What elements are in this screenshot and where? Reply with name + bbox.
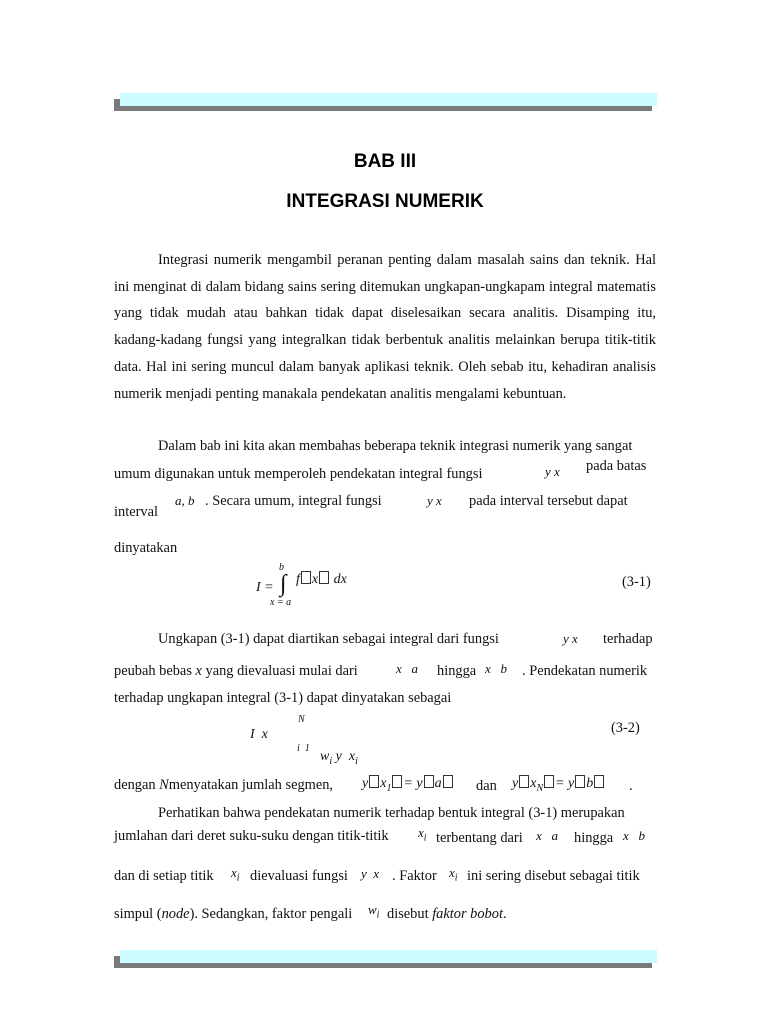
eq1-number: (3-1) [622,574,651,590]
p2-line3-mid: . Secara umum, integral fungsi [205,493,382,509]
eq1-lower-limit: x = a [270,597,292,608]
eq2-lower-limit: i 1 [297,743,310,754]
p5-dievaluasi: dievaluasi fungsi [250,868,348,884]
p5-line4: simpul (node). Sedangkan, faktor pengali [114,906,353,922]
missing-glyph-box [594,775,604,788]
p2-line2-end: pada batas [586,458,647,474]
missing-glyph-box [424,775,434,788]
eq1-integrand: f x dx [296,572,347,587]
p3-line1-end: terhadap [603,631,653,647]
footer-rule-fill [120,950,657,963]
p2-line1: Dalam bab ini kita akan membahas beberapa teknik integrasi numerik yang sangat [158,438,633,454]
p5-line3-end: ini sering disebut sebagai titik [467,868,640,884]
math-xi-2: $x_i$ [231,865,240,884]
p3-line1: Ungkapan (3-1) dapat diartikan sebagai integral dari fungsi [158,631,499,647]
p2-line4: dinyatakan [114,540,178,556]
p4-text: dengan Nmenyatakan jumlah segmen, [114,777,334,793]
math-y-of-x: y x [545,464,560,479]
p3-line3: terhadap ungkapan integral (3-1) dapat dinyatakan sebagai [114,690,452,706]
missing-glyph-box [443,775,453,788]
math-x-eq-a: x a [396,661,419,676]
p5-line4-end: disebut faktor bobot. [387,906,507,922]
missing-glyph-box [575,775,585,788]
eq2-lhs: I x [250,727,268,742]
missing-glyph-box [301,571,311,584]
p2-line3-end: pada interval tersebut dapat [469,493,628,509]
math-y-of-x-3: y x [563,631,578,646]
missing-glyph-box [544,775,554,788]
p5-hingga: hingga [574,830,614,846]
eq1-lhs: I = [256,580,274,595]
missing-glyph-box [519,775,529,788]
p2-interval-label: interval [114,504,158,520]
missing-glyph-box [319,571,329,584]
header-rule-fill [120,93,657,106]
missing-glyph-box [369,775,379,788]
p2-line2: umum digunakan untuk memperoleh pendekatan integral fungsi [114,466,483,482]
header-rule [114,93,652,111]
math-y-of-x-4: y x [361,866,380,881]
missing-glyph-box [392,775,402,788]
math-wi: $w_i$ [368,902,380,921]
p3-hingga: hingga [437,663,477,679]
eq2-sum-body: $w_i$ y $x_i$ [320,749,358,767]
p4-dan: dan [476,778,497,794]
chapter-title: INTEGRASI NUMERIK [286,191,484,212]
chapter-label: BAB III [353,151,417,172]
eq1-integral-sign: ∫ [280,571,287,597]
p5-faktor: . Faktor [392,868,437,884]
eq2-number: (3-2) [611,720,640,736]
eq1-upper-limit: b [279,562,284,573]
boundary-eq-start: y $x_1 = y$ a [362,774,454,799]
math-xi: $x_i$ [418,825,427,844]
p4-end: . [629,778,633,794]
math-x-eq-a-2: x a [536,828,559,843]
math-x-eq-b-2: x b [623,828,646,843]
p3-line2-end: . Pendekatan numerik [522,663,648,679]
p5-terbentang: terbentang dari [436,830,523,846]
p5-line1: Perhatikan bahwa pendekatan numerik terhadap bentuk integral (3-1) merupakan [158,805,625,821]
math-interval-ab: a, b [175,493,195,508]
footer-rule [114,950,652,968]
math-xi-3: $x_i$ [449,865,458,884]
p3-line2-start: peubah bebas x yang dievaluasi mulai dari [114,663,358,679]
boundary-eq-end: y $x_N = y$ b [512,774,605,799]
math-y-of-x-2: y x [427,493,442,508]
paragraph-intro: Integrasi numerik mengambil peranan penting dalam masalah sains dan teknik. Hal ini menginat di dalam bidang sains sering ditemukan ungkapan-ungkapam integral matematis yang tidak mudah atau bahkan tidak dapat diselesaikan secara analitis. Disamping itu, kadang-kadang fungsi yang integralkan tidak berbentuk analitis melainkan berupa titik-titik data. Hal ini sering muncul dalam banyak aplikasi teknik. Oleh sebab itu, kehadiran analisis numerik menjadi penting manakala pendekatan analitis mengalami kebuntuan. [114,252,656,402]
eq2-upper-limit: N [298,714,305,725]
p5-line3-start: dan di setiap titik [114,868,214,884]
math-x-eq-b: x b [485,661,508,676]
p5-line2-start: jumlahan dari deret suku-suku dengan titik-titik [114,828,389,844]
